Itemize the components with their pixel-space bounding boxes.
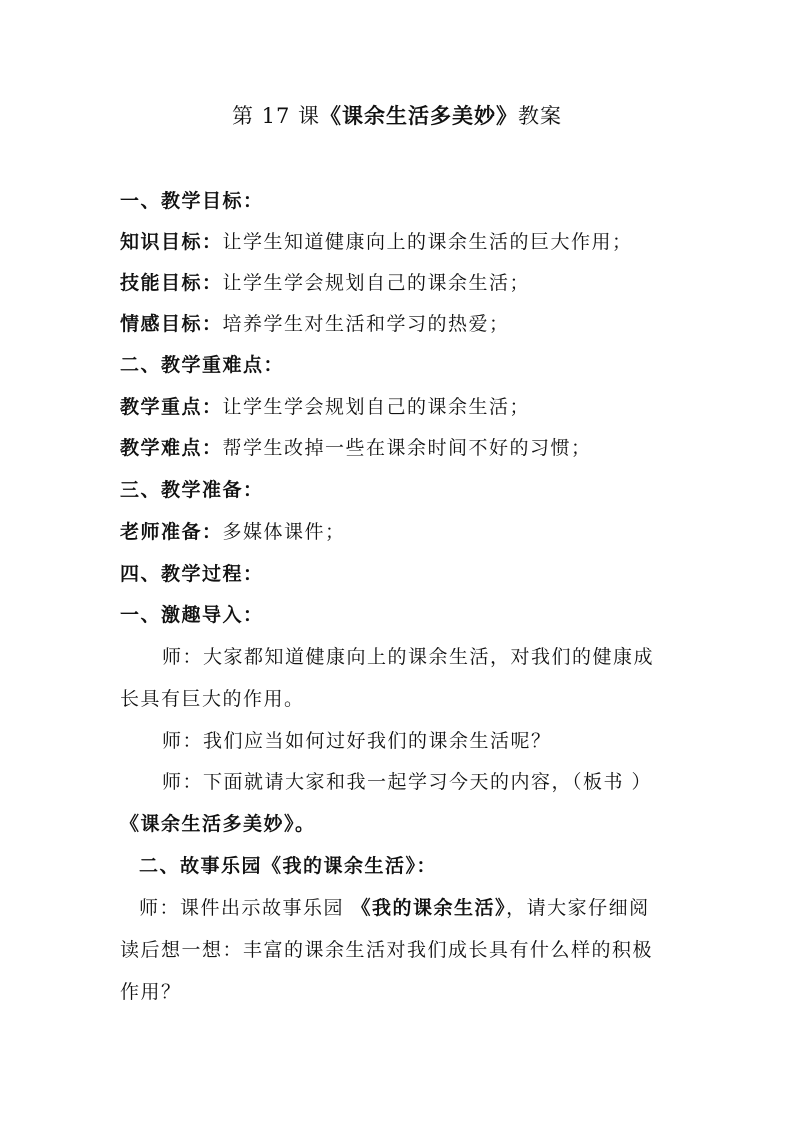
paragraph-1-line-2: 长具有巨大的作用。 — [120, 688, 305, 710]
story-title: 《我的课余生活》 — [351, 897, 507, 919]
title-suffix: 教案 — [518, 104, 563, 128]
skill-objective-text: 让学生学会规划自己的课余生活； — [222, 272, 531, 294]
title-prefix: 第 17 课 — [231, 104, 321, 128]
paragraph-3-line-1: 师：下面就请大家和我一起学习今天的内容，（板书 ） — [162, 771, 653, 793]
teacher-preparation-text: 多媒体课件； — [222, 521, 346, 543]
difficult-point — [120, 434, 680, 462]
knowledge-objective-label: 知识目标： — [120, 231, 223, 253]
paragraph-1-line-1: 师：大家都知道健康向上的课余生活，对我们的健康成 — [162, 646, 655, 668]
emotion-objective-text: 培养学生对生活和学习的热爱； — [222, 313, 510, 335]
paragraph-2: 师：我们应当如何过好我们的课余生活呢？ — [162, 730, 552, 752]
paragraph-3-line-2: 《课余生活多美妙》。 — [120, 813, 316, 835]
emotion-objective-label: 情感目标： — [120, 313, 223, 335]
title-lesson-name: 《课余生活多美妙》 — [320, 103, 519, 128]
difficult-point-text: 帮学生改掉一些在课余时间不好的习惯； — [222, 437, 592, 459]
emotion-objective — [120, 310, 680, 338]
heading-story-garden: 二、故事乐园《我的课余生活》： — [139, 855, 438, 877]
skill-objective-label: 技能目标： — [120, 272, 223, 294]
teacher-preparation — [120, 518, 680, 546]
difficult-point-label: 教学难点： — [120, 437, 223, 459]
skill-objective — [120, 269, 680, 297]
key-point-label: 教学重点： — [120, 396, 223, 418]
document-title — [0, 100, 794, 130]
teacher-preparation-label: 老师准备： — [120, 521, 223, 543]
heading-key-points: 二、教学重难点： — [120, 354, 285, 376]
paragraph-4-line-1: 师：课件出示故事乐园 《我的课余生活》，请大家仔细阅 — [139, 897, 650, 919]
key-point-text: 让学生学会规划自己的课余生活； — [222, 396, 531, 418]
heading-preparation: 三、教学准备： — [120, 479, 264, 501]
paragraph-4-line-3: 作用？ — [120, 981, 182, 1003]
heading-process: 四、教学过程： — [120, 563, 264, 585]
paragraph-4-line-2: 读后想一想：丰富的课余生活对我们成长具有什么样的积极 — [120, 939, 654, 961]
key-point — [120, 393, 680, 421]
knowledge-objective — [120, 228, 680, 256]
knowledge-objective-text: 让学生知道健康向上的课余生活的巨大作用； — [222, 231, 633, 253]
heading-intro: 一、激趣导入： — [120, 604, 264, 626]
heading-objectives: 一、教学目标： — [120, 190, 264, 212]
